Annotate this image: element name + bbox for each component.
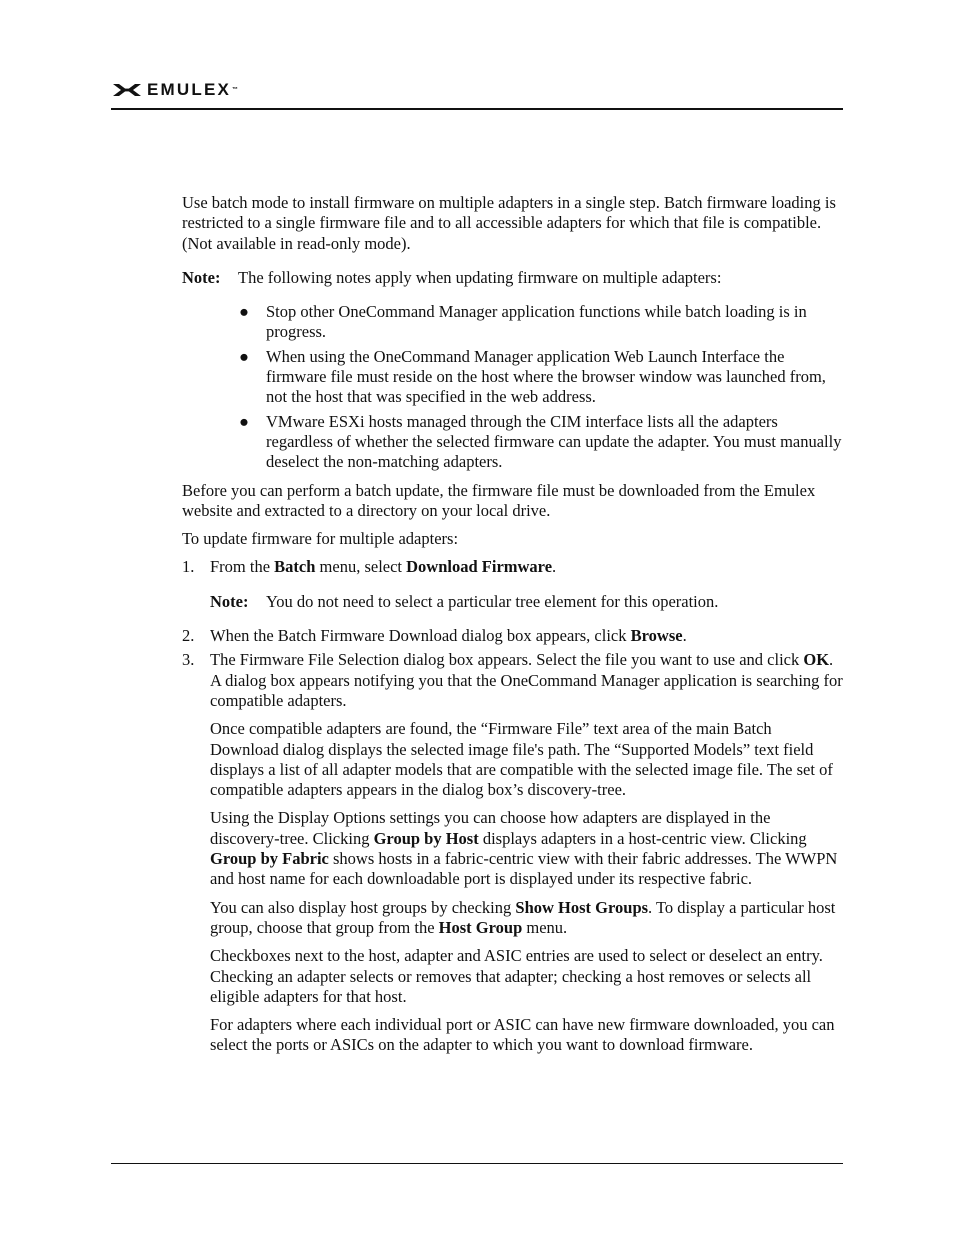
intro-paragraph: Use batch mode to install firmware on multiple adapters in a single step. Batch firmware loading is restricted to a single firmware file and to all accessible adapters for which that file is compatible. (Not available in read-only mode). [182, 193, 836, 253]
note-label: Note: [210, 591, 249, 611]
step-3-paragraph-1: Once compatible adapters are found, the “Firmware File” text area of the main Batch Download dialog displays the selected image file's path. The “Supported Models” text field displays a list of all adapter models that are compatible with the selected image file. The set of compatible adapters appears in the dialog box’s discovery-tree. [210, 719, 833, 800]
step-3-paragraph-5: For adapters where each individual port or ASIC can have new firmware downloaded, you can select the ports or ASICs on the adapter to which you want to download firmware. [210, 1015, 835, 1055]
update-intro-paragraph: To update firmware for multiple adapters: [182, 529, 459, 549]
step-2: 2. When the Batch Firmware Download dialog box appears, click Browse. [182, 626, 687, 646]
logo-wordmark: EMULEX™ [147, 80, 241, 99]
before-update-paragraph: Before you can perform a batch update, the firmware file must be downloaded from the Emulex website and extracted to a directory on your local drive. [182, 480, 816, 520]
bullet-icon: ● [239, 302, 249, 322]
note-label: Note: [182, 267, 221, 287]
step-3: 3. The Firmware File Selection dialog box appears. Select the file you want to use and click OK. A dialog box appears notifying you that the OneCommand Manager application is searching for compatible adapters. Once compatible adapters are found, the “Firmware File” text area of the main Batch Download dialog displays the selected image file's path. The “Supported Models” text field displays a list of all adapter models that are compatible with the selected image file. The set of compatible adapters appears in the dialog box’s discovery-tree. Using the Display Options settings you can choose how adapters are displayed in the discovery-tree. Clicking Group by Host displays adapters in a host-centric view. Clicking Group by Fabric shows hosts in a fabric-centric view with their fabric addresses. The WWPN and host name for each downloadable port is displayed under its respective fabric. You can also display host groups by checking Show Host Groups. To display a particular host group, choose that group from the Host Group menu. Checkboxes next to the host, adapter and ASIC entries are used to select or deselect an entry. Checking an adapter selects or removes that adapter; checking a host removes or selects all eligible adapters for that host. For adapters where each individual port or ASIC can have new firmware downloaded, you can select the ports or ASICs on the adapter to which you want to download firmware. [182, 650, 843, 1055]
steps-list [182, 557, 844, 1055]
list-item: ● When using the OneCommand Manager application Web Launch Interface the firmware file must reside on the host where the browser window was launched from, not the host that was specified in the web address. [239, 346, 826, 407]
list-item: ● VMware ESXi hosts managed through the CIM interface lists all the adapters regardless of whether the selected firmware can update the adapter. You must manually deselect the non-matching adapters. [239, 411, 842, 472]
step-3-paragraph-2: Using the Display Options settings you can choose how adapters are displayed in the discovery-tree. Clicking Group by Host displays adapters in a host-centric view. Clicking Group by Fabric shows hosts in a fabric-centric view with their fabric addresses. The WWPN and host name for each downloadable port is displayed under its respective fabric. [210, 808, 838, 889]
note-text: The following notes apply when updating firmware on multiple adapters: [238, 267, 722, 287]
note-block [182, 268, 844, 288]
bullet-list [238, 302, 844, 472]
emulex-logo [112, 80, 240, 100]
emulex-logo-icon [112, 83, 142, 97]
step-3-paragraph-3: You can also display host groups by checking Show Host Groups. To display a particular host group, choose that group from the Host Group menu. [210, 897, 836, 937]
list-item: ● Stop other OneCommand Manager application functions while batch loading is in progress. [239, 302, 807, 342]
step-1: 1. From the Batch menu, select Download Firmware. Note: You do not need to select a particular tree element for this operation. [182, 557, 844, 612]
footer-rule [111, 1163, 843, 1164]
step-3-paragraph-4: Checkboxes next to the host, adapter and ASIC entries are used to select or deselect an entry. Checking an adapter selects or removes that adapter; checking a host removes or selects all eligible adapters for that host. [210, 946, 823, 1006]
header-rule [111, 108, 843, 110]
bullet-icon: ● [239, 411, 249, 431]
step-1-note [210, 592, 844, 612]
note-text: You do not need to select a particular tree element for this operation. [266, 591, 719, 611]
bullet-icon: ● [239, 346, 249, 366]
body-content [182, 193, 844, 1060]
